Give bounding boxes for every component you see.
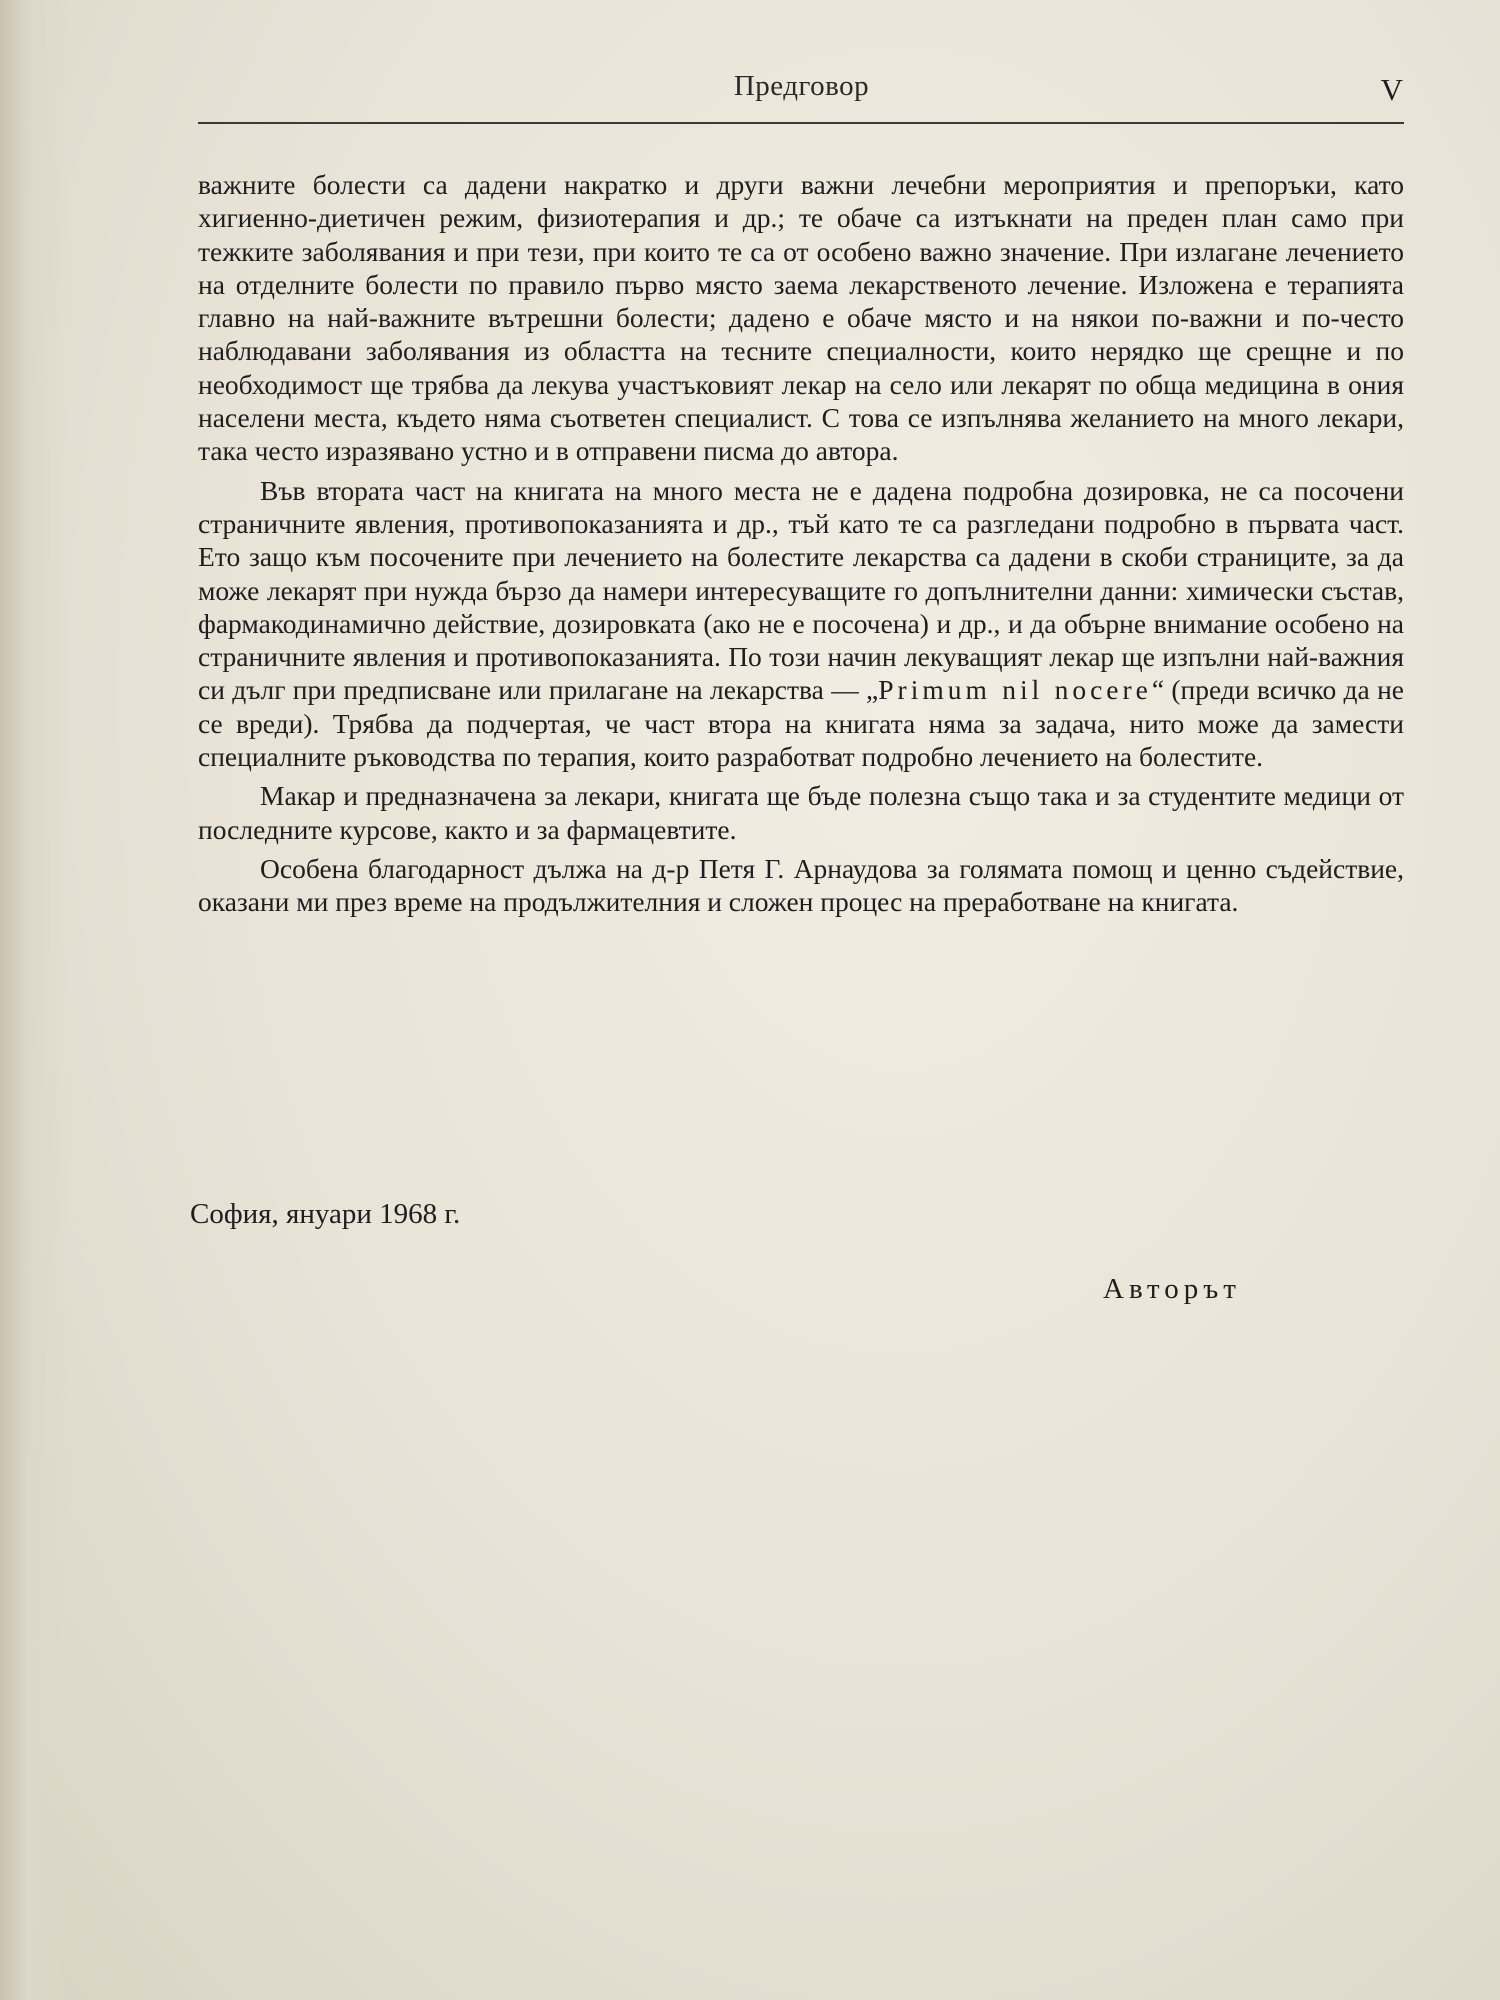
preface-body: [198, 168, 1404, 925]
paragraph-2-part-2: “ (преди всичко да не се вреди). Трябва да подчертая, че част втора на книгата няма за задача, нито може да замести специалните ръководства по терапия, които разработват подробно лечението на болестите.: [198, 674, 1405, 773]
running-title: Предговор: [733, 70, 870, 102]
paragraph-2: [198, 474, 1404, 774]
paragraph-3: Макар и предназначена за лекари, книгата ще бъде полезна също така и за студентите медици от последните курсове, както и за фармацевтите.: [198, 780, 1404, 845]
dateline: София, януари 1968 г.: [190, 1198, 461, 1230]
page-number: V: [1380, 72, 1403, 107]
spine-shadow: [0, 0, 70, 2000]
running-head: [200, 70, 1403, 120]
paragraph-2-part-1: Във втората част на книгата на много места не е дадена подробна дозировка, не са посочени страничните явления, противопоказанията и др., тъй като те са разгледани подробно в първата част. Ето защо към посочените при лечението на болестите лекарства са дадени в скоби страниците, за да може лекарят при нужда бързо да намери интересуващите го допълнителни данни: химически състав, фармакодинамично действие, дозировката (ако не е посочена) и др., и да обърне внимание особено на страничните явления и противопоказанията. По този начин лекуващият лекар ще изпълни най-важния си дълг при предписване или прилагане на лекарства — „: [198, 474, 1404, 706]
latin-maxim: Primum nil nocere: [878, 674, 1152, 706]
header-rule: [198, 122, 1404, 124]
paragraph-1: важните болести са дадени накратко и други важни лечебни мероприятия и препоръки, като хигиенно-диетичен режим, физиотерапия и др.; те обаче са изтъкнати на преден план само при тежките заболявания и при тези, при които те са от особено важно значение. При излагане лечението на отделните болести по правило първо място заема лекарственото лечение. Изложена е терапията главно на най-важните вътрешни болести; дадено е обаче място и на някои по-важни и по-често наблюдавани заболявания из областта на тесните специалности, които нерядко ще срещне и по необходимост ще трябва да лекува участъковият лекар на село или лекарят по обща медицина в ония населени места, където няма съответен специалист. С това се изпълнява желанието на много лекари, така често изразявано устно и в отправени писма до автора.: [198, 169, 1404, 467]
paragraph-4: Особена благодарност дължа на д-р Петя Г. Арнаудова за голямата помощ и ценно съдействие, оказани ми през време на продължителния и сложен процес на преработване на книгата.: [198, 852, 1404, 918]
author-signature: Авторът: [1103, 1273, 1241, 1305]
